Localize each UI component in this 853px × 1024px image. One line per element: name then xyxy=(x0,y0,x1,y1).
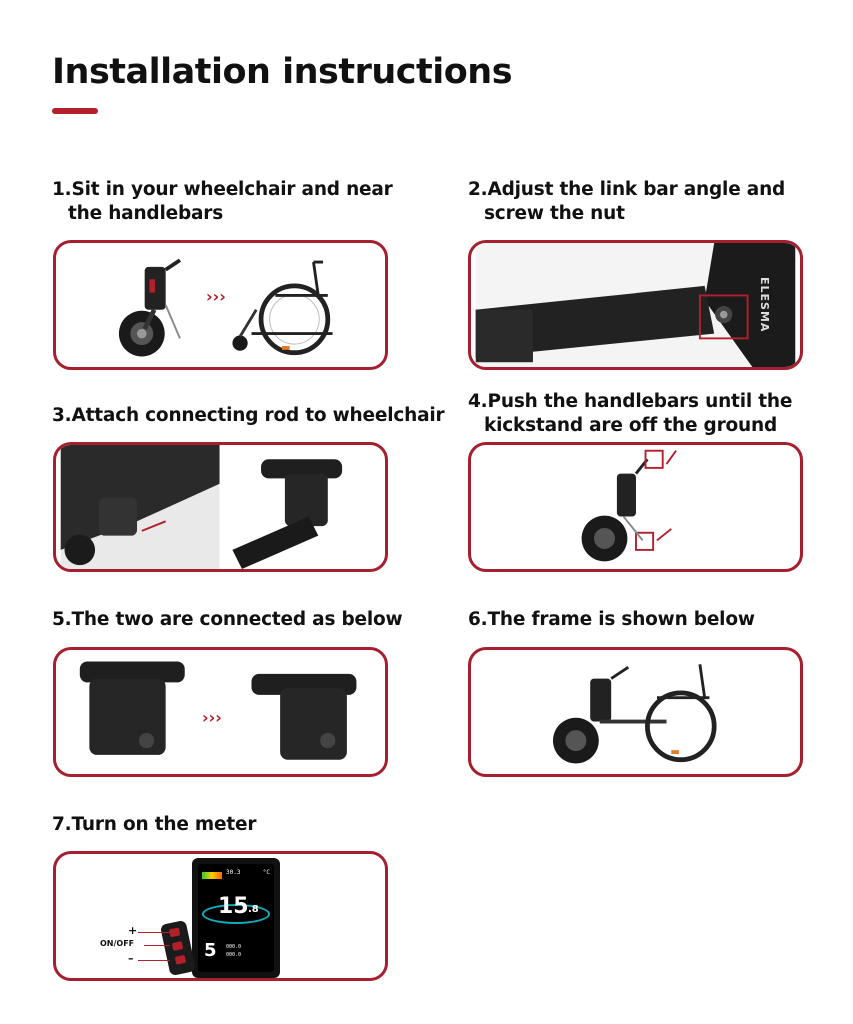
step-5-image xyxy=(53,647,388,777)
step-6-image xyxy=(468,647,803,777)
onoff-label: ON/OFF xyxy=(100,939,135,948)
page-title: Installation instructions xyxy=(52,52,513,92)
minus-label: – xyxy=(128,952,134,965)
meter-trip: 000.0 xyxy=(226,952,242,958)
meter-speed-decimal: .8 xyxy=(248,904,259,915)
brand-text: ELESMA xyxy=(758,277,771,333)
meter-top-left: 30.3 xyxy=(226,869,241,876)
step-5-line1: 5.The two are connected as below xyxy=(52,609,403,630)
step-5-label xyxy=(52,608,402,632)
step-1-image xyxy=(53,240,388,370)
step-7-image xyxy=(53,851,388,981)
power-button[interactable] xyxy=(172,941,183,951)
meter-display xyxy=(192,858,280,978)
step-2-line2: screw the nut xyxy=(484,203,625,224)
minus-pointer-line xyxy=(138,960,170,961)
direction-arrows: ››› xyxy=(202,708,222,727)
meter-speed: 15 xyxy=(218,894,249,919)
plus-pointer-line xyxy=(138,932,170,933)
minus-button[interactable] xyxy=(175,955,186,965)
step-4-line2: kickstand are off the ground xyxy=(484,415,778,436)
step-4-label xyxy=(468,390,792,438)
step-3-line1: 3.Attach connecting rod to wheelchair xyxy=(52,405,445,426)
step-4-line1: 4.Push the handlebars until the xyxy=(468,391,793,412)
step-4-image xyxy=(468,442,803,572)
meter-temp-unit: °C xyxy=(262,869,270,876)
step-7-label xyxy=(52,813,256,837)
remote-control[interactable] xyxy=(160,920,196,976)
step-2-label xyxy=(468,178,785,226)
step-3-image xyxy=(53,442,388,572)
step-2-line1: 2.Adjust the link bar angle and xyxy=(468,179,786,200)
step-6-line1: 6.The frame is shown below xyxy=(468,609,755,630)
connecting-rod-illustration xyxy=(56,445,385,569)
step-7-line1: 7.Turn on the meter xyxy=(52,814,257,835)
meter-gear: 5 xyxy=(204,940,217,961)
onoff-pointer-line xyxy=(144,945,170,946)
step-1-line2: the handlebars xyxy=(68,203,224,224)
step-6-label xyxy=(468,608,755,632)
step-1-label xyxy=(52,178,393,226)
plus-label: + xyxy=(128,924,138,937)
plus-button[interactable] xyxy=(169,927,180,937)
handbike-kickstand-illustration xyxy=(471,445,800,569)
link-bar-closeup-illustration xyxy=(471,243,800,367)
meter-odo: 000.0 xyxy=(226,944,242,950)
step-3-label xyxy=(52,404,444,428)
step-1-line1: 1.Sit in your wheelchair and near xyxy=(52,179,393,200)
direction-arrows: ››› xyxy=(206,287,226,306)
title-underline xyxy=(52,108,98,114)
step-2-image xyxy=(468,240,803,370)
battery-bar xyxy=(202,872,222,879)
assembled-frame-illustration xyxy=(471,650,800,774)
